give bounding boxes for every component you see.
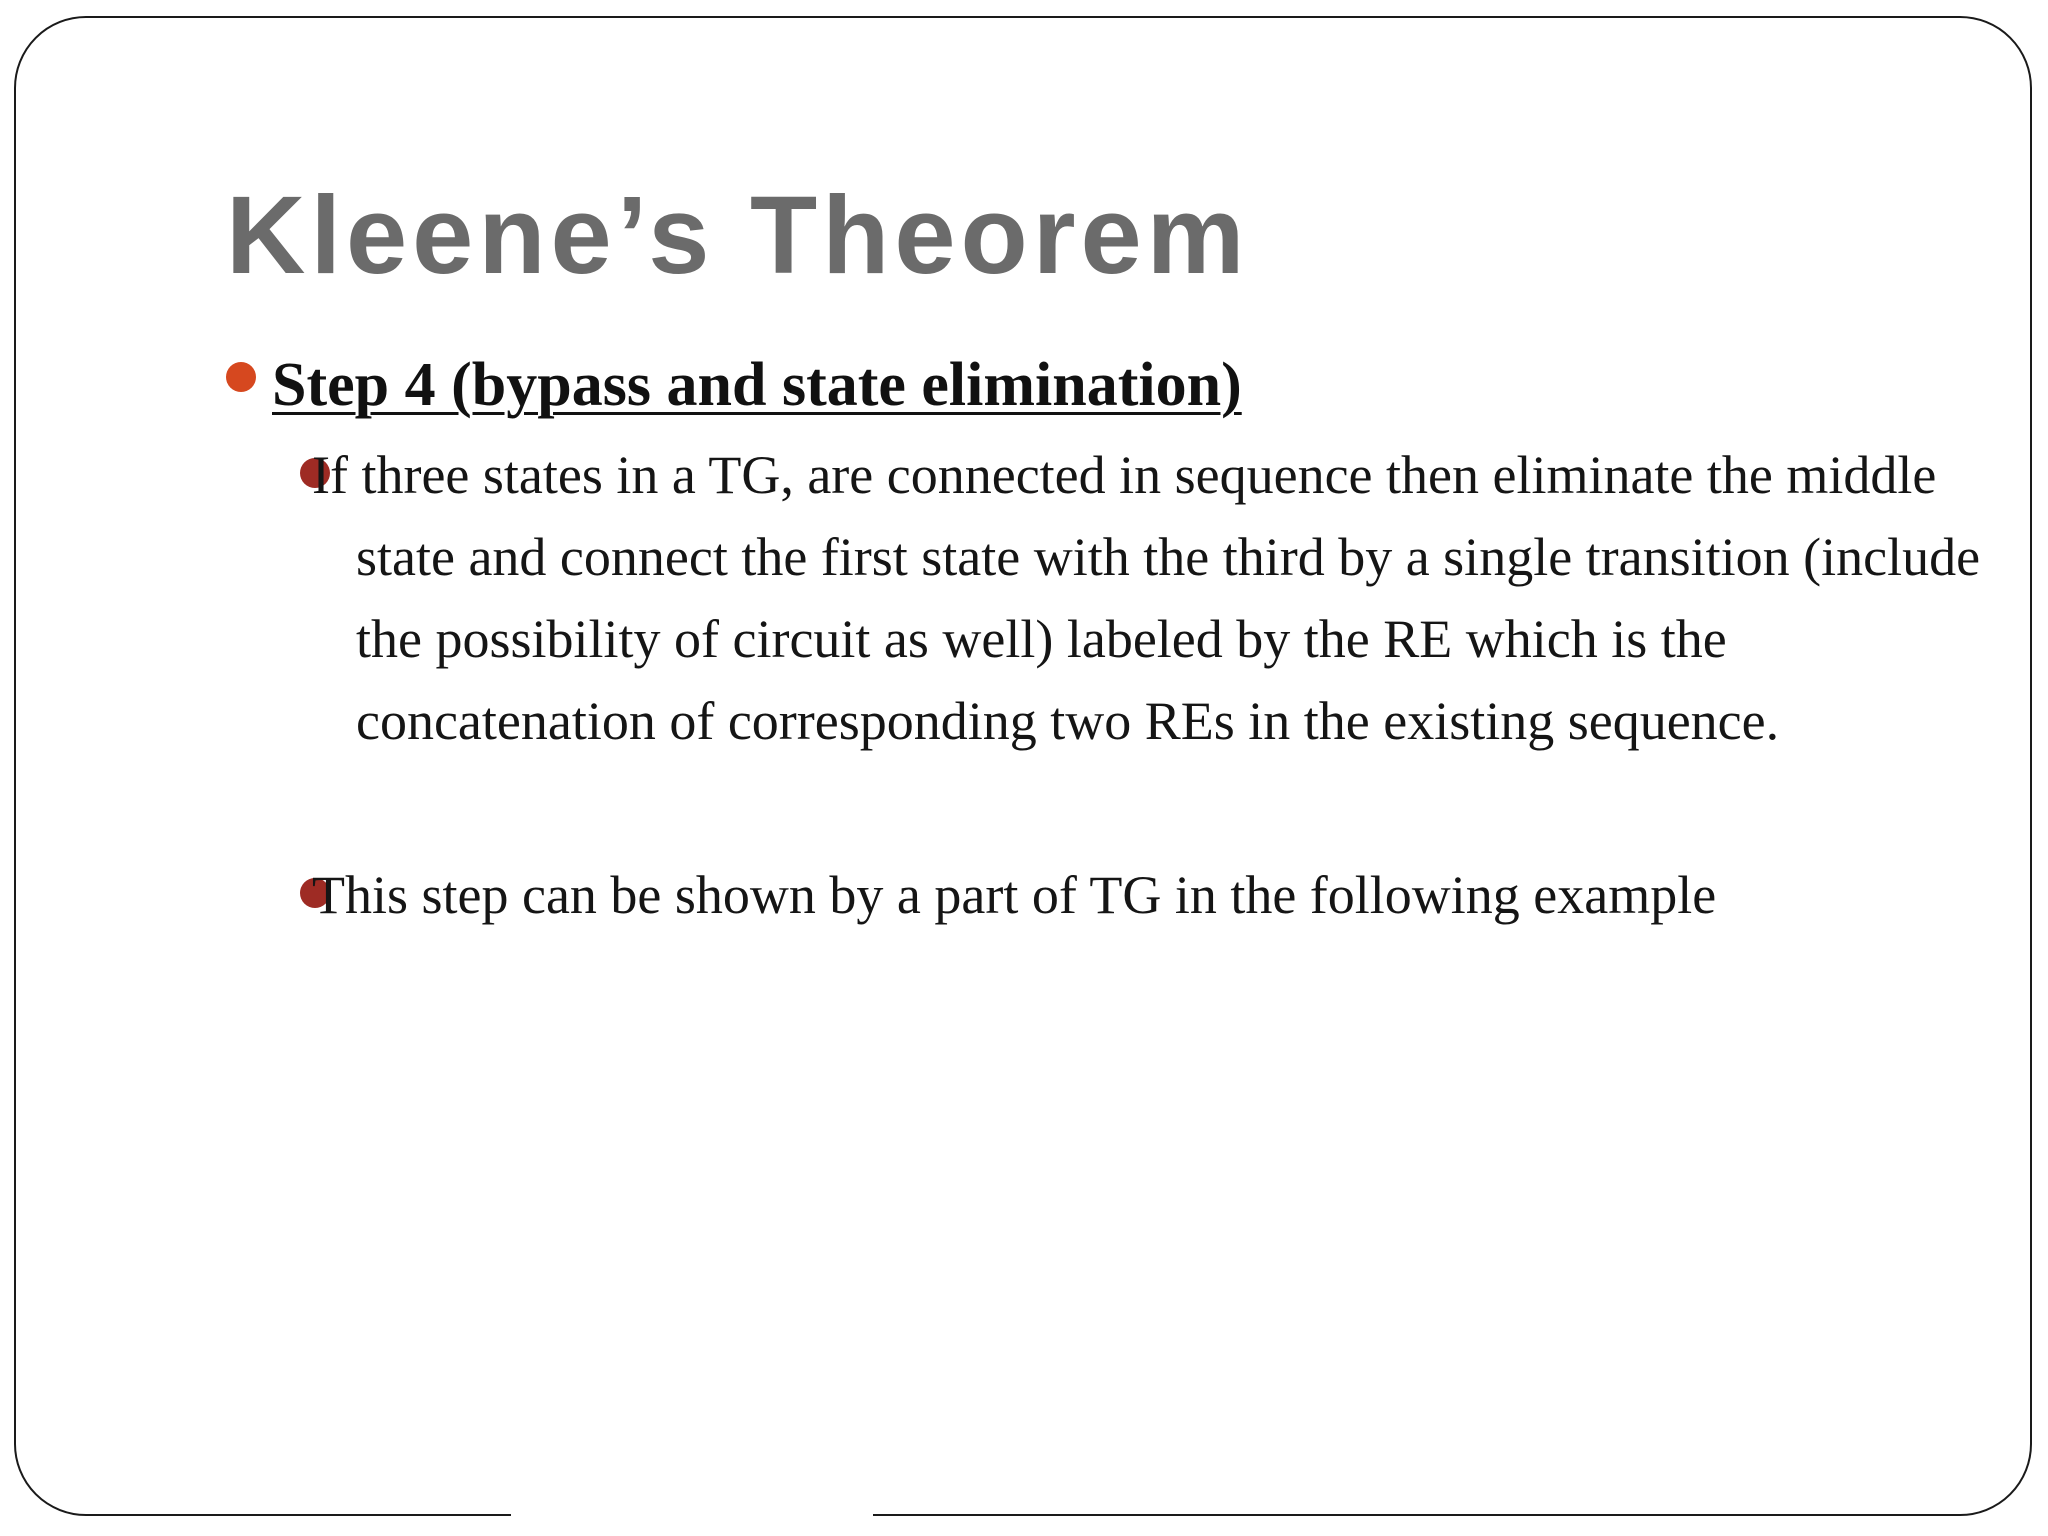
bullet-step-4 xyxy=(226,348,1242,422)
bullet-dot-icon xyxy=(226,362,256,392)
slide-title: Kleene’s Theorem xyxy=(226,174,1250,297)
sub-bullet-description xyxy=(300,446,2016,762)
sub-bullet-description-text: If three states in a TG, are connected in sequence then eliminate the middle state and connect the first state with the third by a single transition (include the possibility of circuit as well) labeled by the RE which is the concatenation of corresponding two REs in the existing sequence. xyxy=(312,445,1981,751)
sub-bullet-example-text: This step can be shown by a part of TG in the following example xyxy=(312,865,1717,925)
sub-bullet-example xyxy=(300,866,2016,936)
frame-gap xyxy=(511,1505,873,1521)
bullet-step-4-heading: Step 4 (bypass and state elimination) xyxy=(272,351,1242,419)
